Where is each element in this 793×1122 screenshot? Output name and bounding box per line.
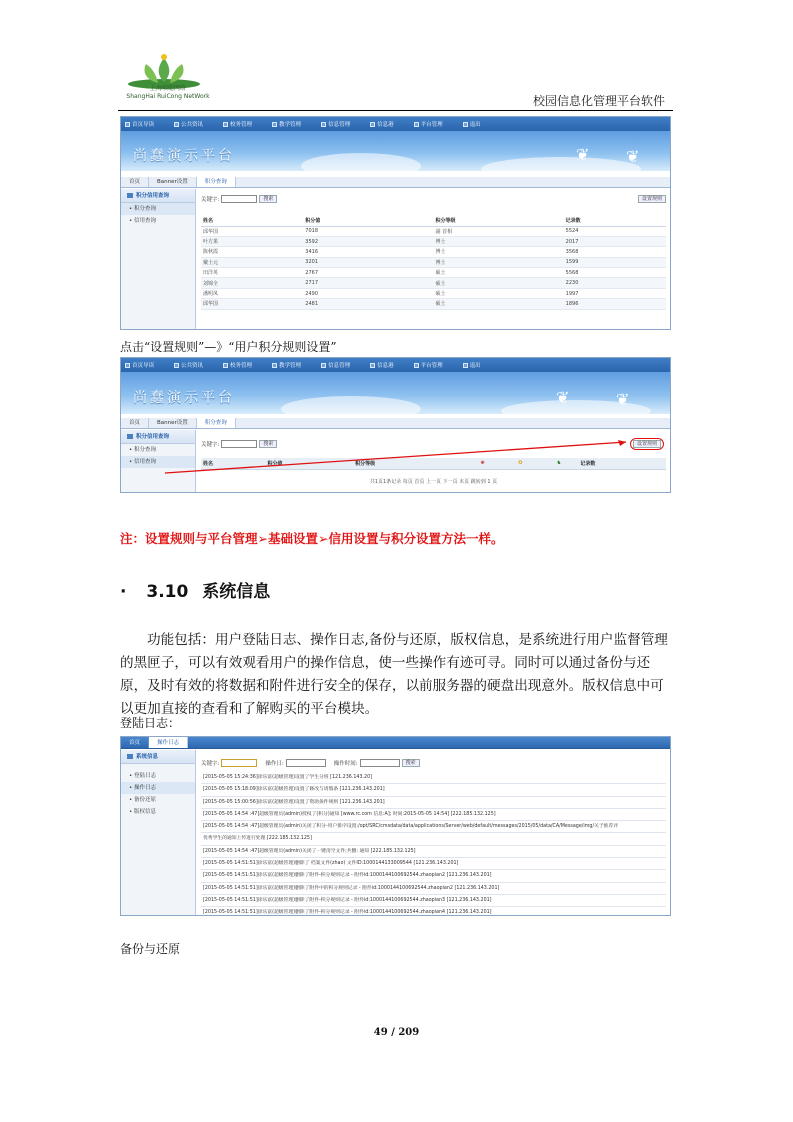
table-cell: 硕士	[433, 268, 563, 278]
table-cell: 1997	[564, 288, 666, 298]
operator-input[interactable]	[286, 759, 326, 767]
tab-operation-log[interactable]: 操作日志	[149, 737, 188, 748]
column-header[interactable]: 姓名	[201, 458, 266, 469]
table-cell: 叶方果	[201, 236, 303, 246]
nav-item-label: 备份还原	[134, 797, 157, 803]
menu-item-label: 信息管理	[328, 363, 351, 369]
menu-item-icon	[125, 122, 130, 127]
logo-line-en: ShangHai RuiCong NetWork	[126, 93, 210, 100]
table-cell: 硕士	[433, 299, 563, 309]
tab-points-query[interactable]: 积分查询	[197, 418, 236, 428]
column-header[interactable]: 记录数	[578, 458, 666, 469]
column-header[interactable]: 积分等级	[353, 458, 464, 469]
nav-item-credit[interactable]: • 信用查询	[129, 218, 157, 224]
set-rules-button[interactable]: 设置规则	[638, 195, 666, 203]
banner-title: 尚蠢演示平台	[133, 148, 235, 164]
log-entry: [2015-05-05 15:18:09]徐乐富(超级管理)设置了修改与请假条 [121.236.143.201]	[201, 784, 666, 796]
table-cell: 3592	[303, 236, 433, 246]
menu-item-icon	[321, 122, 326, 127]
table-cell: 邱华国	[201, 226, 303, 236]
table-cell: 2490	[303, 288, 433, 298]
menu-item[interactable]	[174, 120, 203, 128]
nav-item-login-log[interactable]: • 登陆日志	[129, 773, 157, 779]
log-entry: [2015-05-05 14:51:51]徐乐富(超级管理)删除了附件-积分规则记录 - 附件id:1000144100692544.zhaopian4 [121.236.143.201]	[201, 907, 666, 916]
log-entry: [2015-05-05 14:51:51]徐乐富(超级管理)删除了附件-积分规则记录 - 附件id:1000144100692544.zhaopian3 [121.236.143.201]	[201, 895, 666, 907]
screenshot-points-query	[120, 116, 671, 330]
column-header[interactable]: 记录数	[564, 215, 666, 226]
search-button[interactable]: 搜索	[259, 195, 277, 203]
menu-item-label: 平台管理	[420, 363, 443, 369]
nav-item-copyright[interactable]: • 版权信息	[129, 809, 157, 815]
table-cell: 2230	[564, 278, 666, 288]
section-number: 3.10	[146, 582, 189, 602]
tab-banner[interactable]: Banner设置	[149, 177, 197, 187]
menu-item-icon	[272, 122, 277, 127]
nav-item-label: 版权信息	[134, 809, 157, 815]
menu-item[interactable]	[463, 120, 481, 128]
medal-icon[interactable]: ✪	[502, 458, 540, 469]
caption-set-rules: 点击“设置规则”—》“用户积分规则设置”	[120, 340, 337, 354]
caption-login-log: 登陆日志：	[120, 716, 181, 730]
menu-item-label: 校务管理	[230, 122, 253, 128]
menu-item-label: 平台管理	[420, 122, 443, 128]
search-bar	[201, 195, 666, 203]
table-row	[201, 247, 666, 257]
menu-item[interactable]	[370, 120, 394, 128]
tab-banner[interactable]: Banner设置	[149, 418, 197, 428]
tab-points-query[interactable]: 积分查询	[197, 177, 236, 187]
table-cell: 田洋英	[201, 268, 303, 278]
nav-item-points[interactable]: • 积分查询	[129, 447, 157, 453]
table-cell: 5568	[564, 268, 666, 278]
table-cell: 3568	[564, 247, 666, 257]
menu-item-label: 校务管理	[230, 363, 253, 369]
column-header[interactable]: 积分值	[303, 215, 433, 226]
table-cell: 3201	[303, 257, 433, 267]
menu-item-label: 公共资讯	[181, 363, 204, 369]
table-cell: 刘锦全	[201, 278, 303, 288]
menu-item-icon	[414, 122, 419, 127]
rose-icon[interactable]: ❀	[464, 458, 502, 469]
table-row	[201, 268, 666, 278]
search-button[interactable]: 搜索	[402, 759, 420, 767]
table-cell: 副 首相	[433, 226, 563, 236]
log-list	[201, 772, 666, 916]
table-cell: 7018	[303, 226, 433, 236]
time-label: 操作时间:	[333, 761, 358, 767]
menu-item-label: 公共资讯	[181, 122, 204, 128]
table-cell: 潘明凤	[201, 288, 303, 298]
filter-bar	[201, 759, 666, 767]
search-button[interactable]: 搜索	[259, 440, 277, 448]
menu-item-label: 信息管理	[328, 122, 351, 128]
log-entry: [2015-05-05 14:54 :47]超级管理员(admin)关闭了积分-用户排序设置:/opt/SRC/cmsdata/data/applications/Server/web/default/messages/2015/05/data/CA/Message/img/关于推荐评	[201, 821, 666, 833]
menu-bar	[121, 117, 670, 131]
menu-item-label: 教学管理	[279, 363, 302, 369]
log-entry: [2015-05-05 15:24:36]徐乐富(超级管理)设置了学生分班 [121.236.143.20]	[201, 772, 666, 784]
tab-row	[121, 177, 670, 188]
logo-caption	[118, 85, 218, 101]
screenshot-set-rules	[120, 357, 671, 493]
pager: 共1页1条记录 每页 首页 上一页 下一页 末页 跳转到 1 页	[369, 478, 498, 485]
table-cell: 2481	[303, 299, 433, 309]
menu-item-label: 教学管理	[279, 122, 302, 128]
nav-item-label: 信用查询	[134, 459, 157, 465]
keyword-input[interactable]	[221, 759, 257, 767]
header-divider	[118, 110, 673, 111]
nav-item-label: 积分查询	[134, 447, 157, 453]
menu-item-label: 信息港	[377, 122, 394, 128]
nav-item-label: 登陆日志	[134, 773, 157, 779]
table-cell: 2017	[564, 236, 666, 246]
content-pane	[201, 195, 666, 310]
section-title: 系统信息	[202, 582, 271, 602]
menu-item-icon	[463, 122, 468, 127]
banner	[121, 131, 670, 171]
folder-icon	[127, 754, 133, 759]
left-nav-header	[121, 189, 195, 203]
log-entry: 优秀学生的通知上传进行处理 [222.185.132.125]	[201, 833, 666, 845]
nav-item-points[interactable]: • 积分查询	[121, 203, 195, 215]
menu-item-icon	[223, 122, 228, 127]
log-entry: [2015-05-05 14:51:51]徐乐富(超级管理)删除了附件中的积分规则记录 - 附件id:1000144100692544.zhaopian2 [121.236.143.201]	[201, 883, 666, 895]
dove-icon: ❦	[616, 390, 630, 409]
table-cell: 陈秋霞	[201, 247, 303, 257]
time-input[interactable]	[360, 759, 400, 767]
set-rules-button[interactable]: 设置规则	[633, 440, 661, 448]
table-cell: 1896	[564, 299, 666, 309]
body-paragraph: 功能包括：用户登陆日志、操作日志,备份与还原，版权信息，是系统进行用户监督管理的黑匣子，可以有效观看用户的操作信息，使一些操作有迹可寻。同时可以通过备份与还原，及时有效的将数据和附件进行安全的保存，以前服务器的硬盘出现意外。版权信息中可以更加直接的查看和了解购买的平台模块。	[120, 632, 668, 717]
column-header[interactable]: 姓名	[201, 215, 303, 226]
table-cell: 博士	[433, 257, 563, 267]
log-entry: [2015-05-05 15:00:56]徐乐富(超级管理)设置了资助条件规则 [121.236.143.201]	[201, 797, 666, 809]
nav-item-credit[interactable]: • 信用查询	[121, 456, 195, 468]
left-nav-header-label: 系统信息	[136, 754, 159, 760]
table-cell: 硕士	[433, 278, 563, 288]
content-pane	[201, 759, 666, 916]
table-cell: 3416	[303, 247, 433, 257]
table-row	[201, 257, 666, 267]
section-heading	[120, 577, 270, 602]
menu-item[interactable]	[125, 120, 154, 128]
screenshot-operation-log	[120, 736, 671, 916]
keyword-label: 关键字:	[201, 442, 220, 448]
menu-item-label: 退出	[469, 363, 481, 369]
left-nav	[121, 189, 196, 329]
table-cell: 硕士	[433, 288, 563, 298]
keyword-label: 关键字:	[201, 197, 220, 203]
left-nav-header-label: 积分信用查询	[136, 434, 170, 440]
operator-label: 操作日:	[265, 761, 284, 767]
menu-item[interactable]	[272, 120, 301, 128]
table-row	[201, 288, 666, 298]
log-entry: [2015-05-05 14:51:51]徐乐富(超级管理)删除了附件-积分规则记录 - 附件id:1000144100692544.zhaopian2 [121.236.143.201]	[201, 870, 666, 882]
menu-item[interactable]	[223, 120, 252, 128]
dove-icon: ❦	[626, 147, 640, 166]
nav-item-label: 积分查询	[134, 206, 157, 212]
dove-icon: ❦	[556, 388, 570, 407]
menu-item-label: 首页导读	[132, 122, 155, 128]
keyword-input[interactable]	[221, 195, 257, 203]
column-header[interactable]: 积分值	[266, 458, 354, 469]
left-nav-header-label: 积分信用查询	[136, 193, 170, 199]
table-row	[201, 299, 666, 309]
banner-title: 尚蠢演示平台	[133, 390, 235, 406]
column-header[interactable]: 积分等级	[433, 215, 563, 226]
nav-item-label: 操作日志	[134, 785, 157, 791]
menu-item-icon	[370, 122, 375, 127]
table-cell: 博士	[433, 236, 563, 246]
red-arrow	[121, 358, 671, 493]
page-number: 49 / 209	[373, 1027, 420, 1038]
trophy-icon[interactable]: ♞	[539, 458, 578, 469]
log-entry: [2015-05-05 14:51:51]徐乐富(超级管理)删除了 档案文件(zhao) 文件ID:1000144133009544 [121.236.143.201]	[201, 858, 666, 870]
tab-home[interactable]: 首页	[121, 418, 149, 428]
table-cell: 2767	[303, 268, 433, 278]
left-nav-header	[121, 750, 195, 764]
table-cell: 1599	[564, 257, 666, 267]
menu-item[interactable]	[414, 120, 443, 128]
menu-item-label: 首页导读	[132, 363, 155, 369]
table-cell: 2717	[303, 278, 433, 288]
document-title: 校园信息化管理平台软件	[532, 94, 665, 108]
table-cell: 邱华国	[201, 299, 303, 309]
nav-item-backup[interactable]: • 备份还原	[129, 797, 157, 803]
table-row	[201, 226, 666, 236]
caption-backup: 备份与还原	[120, 942, 181, 956]
left-nav	[121, 750, 196, 915]
tab-row	[121, 737, 670, 749]
folder-icon	[127, 193, 133, 198]
table-cell: 戴士元	[201, 257, 303, 267]
points-table	[201, 215, 666, 310]
section-bullet: ·	[120, 582, 127, 602]
menu-item-label: 信息港	[377, 363, 394, 369]
logo-line-cn: 上海瑞聪网络	[149, 85, 186, 92]
log-entry: [2015-05-05 14:54 :47]超级管理员(admin)授权了(积分)通知 [www.rc.com 信息:A]; 时间:2015-05-05 14:54] [222.185.132.125]	[201, 809, 666, 821]
table-row	[201, 278, 666, 288]
table-cell: 博士	[433, 247, 563, 257]
keyword-label: 关键字:	[201, 761, 220, 767]
menu-item-icon	[174, 122, 179, 127]
note-text: 注：设置规则与平台管理➢基础设置➢信用设置与积分设置方法一样。	[120, 531, 504, 546]
table-row	[201, 236, 666, 246]
menu-item-label: 退出	[469, 122, 481, 128]
table-cell: 5524	[564, 226, 666, 236]
nav-item-operation-log[interactable]: • 操作日志	[121, 782, 195, 794]
dove-icon: ❦	[576, 145, 590, 164]
log-entry: [2015-05-05 14:54 :47]超级管理员(admin)关闭了一键清空文件;共删: 通知 [222.185.132.125]	[201, 846, 666, 858]
nav-item-label: 信用查询	[134, 218, 157, 224]
menu-item[interactable]	[321, 120, 350, 128]
tab-home[interactable]: 首页	[121, 737, 149, 748]
tab-home[interactable]: 首页	[121, 177, 149, 187]
